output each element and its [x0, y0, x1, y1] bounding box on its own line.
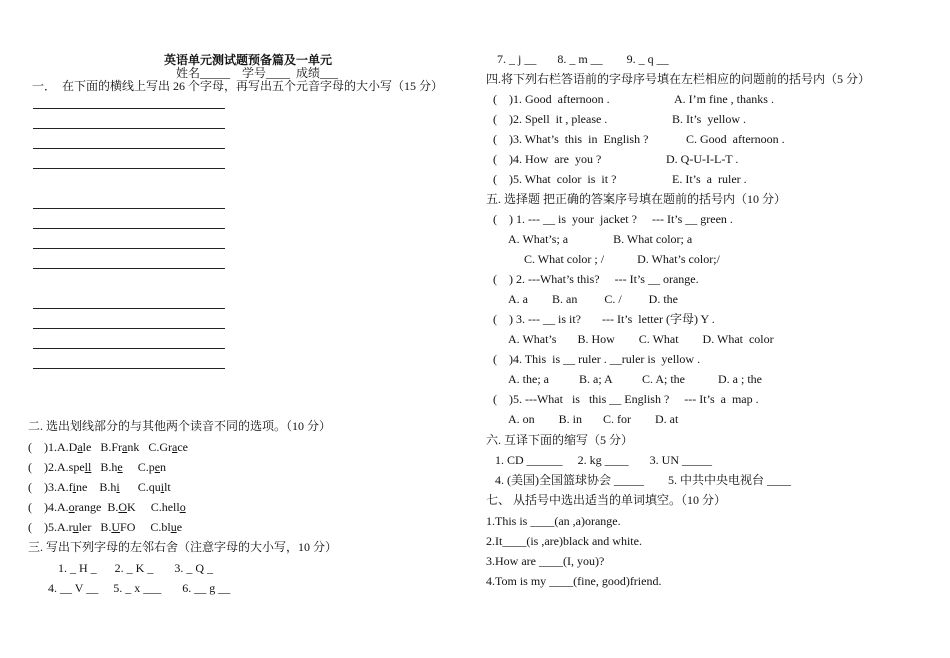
- option-a-rest: le: [82, 440, 92, 454]
- answer-paren[interactable]: ( )1.: [28, 440, 57, 454]
- writing-line[interactable]: [33, 368, 225, 369]
- section-3-heading: 三. 写出下列字母的左邻右舍（注意字母的大小写，10 分）: [28, 540, 338, 554]
- underlined-letters: a: [77, 440, 83, 454]
- matching-answer: E. It’s a ruler .: [672, 172, 747, 186]
- answer-paren[interactable]: ( )4.: [28, 500, 57, 514]
- writing-line[interactable]: [33, 248, 225, 249]
- choice-options: A. What’s B. How C. What D. What color: [508, 332, 774, 346]
- fill-blank-item[interactable]: 1.This is ____(an ,a)orange.: [486, 514, 621, 528]
- choice-options: A. What’s; a B. What color; a: [508, 232, 693, 246]
- matching-answer: B. It’s yellow .: [672, 112, 746, 126]
- underlined-letters: i: [160, 480, 165, 494]
- writing-line[interactable]: [33, 348, 225, 349]
- option-c-rest: lt: [164, 480, 171, 494]
- underlined-letters: ll: [84, 460, 92, 474]
- matching-question[interactable]: ( )5. What color is it ?: [493, 172, 617, 186]
- writing-line[interactable]: [33, 328, 225, 329]
- fill-blank-item[interactable]: 3.How are ____(I, you)?: [486, 554, 605, 568]
- option-c: C.hell: [150, 500, 180, 514]
- underlined-letters: i: [116, 480, 120, 494]
- option-a-rest: ne: [76, 480, 88, 494]
- choice-options: A. the; a B. a; A C. A; the D. a ; the: [508, 372, 762, 386]
- abbreviation-row-1[interactable]: 1. CD ______ 2. kg ____ 3. UN _____: [495, 453, 713, 467]
- page-title: 英语单元测试题预备篇及一单元: [164, 53, 333, 67]
- section-2-heading: 二. 选出划线部分的与其他两个读音不同的选项。（10 分）: [28, 419, 332, 433]
- underlined-letters: i: [72, 480, 77, 494]
- student-info-line: 姓名_____ 学号____ 成绩___: [176, 66, 339, 80]
- option-c-rest: n: [160, 460, 167, 474]
- matching-answer: A. I’m fine , thanks .: [674, 92, 774, 106]
- option-a: A.: [57, 500, 69, 514]
- option-c-rest: ce: [177, 440, 189, 454]
- option-a: A.D: [57, 440, 78, 454]
- option-a: A.f: [57, 480, 73, 494]
- option-c: C.bl: [150, 520, 171, 534]
- option-b: B.: [100, 520, 112, 534]
- letter-neighbors-row-2[interactable]: 4. __ V __ 5. _ x ___ 6. __ g __: [48, 581, 231, 595]
- answer-paren[interactable]: ( )5.: [28, 520, 57, 534]
- abbreviation-row-2[interactable]: 4. (美国)全国篮球协会 _____ 5. 中共中央电视台 ____: [495, 473, 791, 487]
- option-a-rest: ler: [78, 520, 92, 534]
- option-a-rest: range: [74, 500, 102, 514]
- option-b-rest: FO: [120, 520, 136, 534]
- option-a: A.spe: [57, 460, 85, 474]
- fill-blank-item[interactable]: 4.Tom is my ____(fine, good)friend.: [486, 574, 662, 588]
- choice-options: A. on B. in C. for D. at: [508, 412, 679, 426]
- underlined-letters: a: [122, 440, 128, 454]
- question-row: [28, 500, 186, 514]
- option-b: B.Fr: [100, 440, 123, 454]
- underlined-letters: u: [170, 520, 177, 534]
- choice-question[interactable]: ( )4. This is __ ruler . __ruler is yellow .: [493, 352, 701, 366]
- question-row: [28, 480, 171, 494]
- question-row: [28, 460, 166, 474]
- writing-line[interactable]: [33, 268, 225, 269]
- underlined-letters: a: [172, 440, 178, 454]
- choice-options: A. a B. an C. / D. the: [508, 292, 678, 306]
- underlined-letters: U: [111, 520, 121, 534]
- fill-blank-item[interactable]: 2.It____(is ,are)black and white.: [486, 534, 642, 548]
- writing-line[interactable]: [33, 308, 225, 309]
- matching-question[interactable]: ( )3. What’s this in English ?: [493, 132, 649, 146]
- option-c: C.qu: [137, 480, 161, 494]
- option-c: C.Gr: [148, 440, 173, 454]
- letter-neighbors-row-1[interactable]: 1. _ H _ 2. _ K _ 3. _ Q _: [58, 561, 213, 575]
- underlined-letters: u: [72, 520, 79, 534]
- option-c-rest: e: [176, 520, 183, 534]
- section-7-heading: 七、 从括号中选出适当的单词填空。（10 分）: [486, 493, 727, 507]
- choice-question[interactable]: ( ) 1. --- __ is your jacket ? --- It’s __ green .: [493, 212, 733, 226]
- option-a: A.r: [57, 520, 73, 534]
- choice-question[interactable]: ( ) 2. ---What’s this? --- It’s __ orange.: [493, 272, 699, 286]
- underlined-letters: e: [154, 460, 161, 474]
- option-b-rest: nk: [127, 440, 140, 454]
- matching-question[interactable]: ( )1. Good afternoon .: [493, 92, 610, 106]
- question-row: [28, 440, 188, 454]
- section-6-heading: 六. 互译下面的缩写（5 分）: [486, 433, 634, 447]
- option-b: B.h: [100, 460, 118, 474]
- choice-question[interactable]: ( ) 3. --- __ is it? --- It’s letter (字母) Y .: [493, 312, 715, 326]
- writing-line[interactable]: [33, 228, 225, 229]
- underlined-letters: O: [118, 500, 128, 514]
- question-row: [28, 520, 182, 534]
- section-5-heading: 五. 选择题 把正确的答案序号填在题前的括号内（10 分）: [486, 192, 787, 206]
- matching-question[interactable]: ( )4. How are you ?: [493, 152, 602, 166]
- answer-paren[interactable]: ( )2.: [28, 460, 57, 474]
- underlined-letters: o: [179, 500, 186, 514]
- option-b: B.: [107, 500, 119, 514]
- option-c: C.p: [137, 460, 155, 474]
- answer-paren[interactable]: ( )3.: [28, 480, 57, 494]
- matching-question[interactable]: ( )2. Spell it , please .: [493, 112, 608, 126]
- writing-line[interactable]: [33, 208, 225, 209]
- matching-answer: C. Good afternoon .: [686, 132, 785, 146]
- choice-question[interactable]: ( )5. ---What is this __ English ? --- It’s a map .: [493, 392, 759, 406]
- underlined-letters: o: [68, 500, 75, 514]
- writing-line[interactable]: [33, 148, 225, 149]
- letter-neighbors-row-3[interactable]: 7. _ j __ 8. _ m __ 9. _ q __: [497, 52, 669, 66]
- writing-line[interactable]: [33, 168, 225, 169]
- matching-answer: D. Q-U-I-L-T .: [666, 152, 739, 166]
- writing-line[interactable]: [33, 128, 225, 129]
- option-b: B.h: [99, 480, 117, 494]
- option-b-rest: K: [127, 500, 136, 514]
- choice-options: C. What color ; / D. What’s color;/: [524, 252, 720, 266]
- underlined-letters: e: [117, 460, 123, 474]
- section-1-heading: 一． 在下面的横线上写出 26 个字母，再写出五个元音字母的大小写（15 分）: [32, 79, 444, 93]
- writing-line[interactable]: [33, 108, 225, 109]
- section-4-heading: 四.将下列右栏答语前的字母序号填在左栏相应的问题前的括号内（5 分）: [486, 72, 871, 86]
